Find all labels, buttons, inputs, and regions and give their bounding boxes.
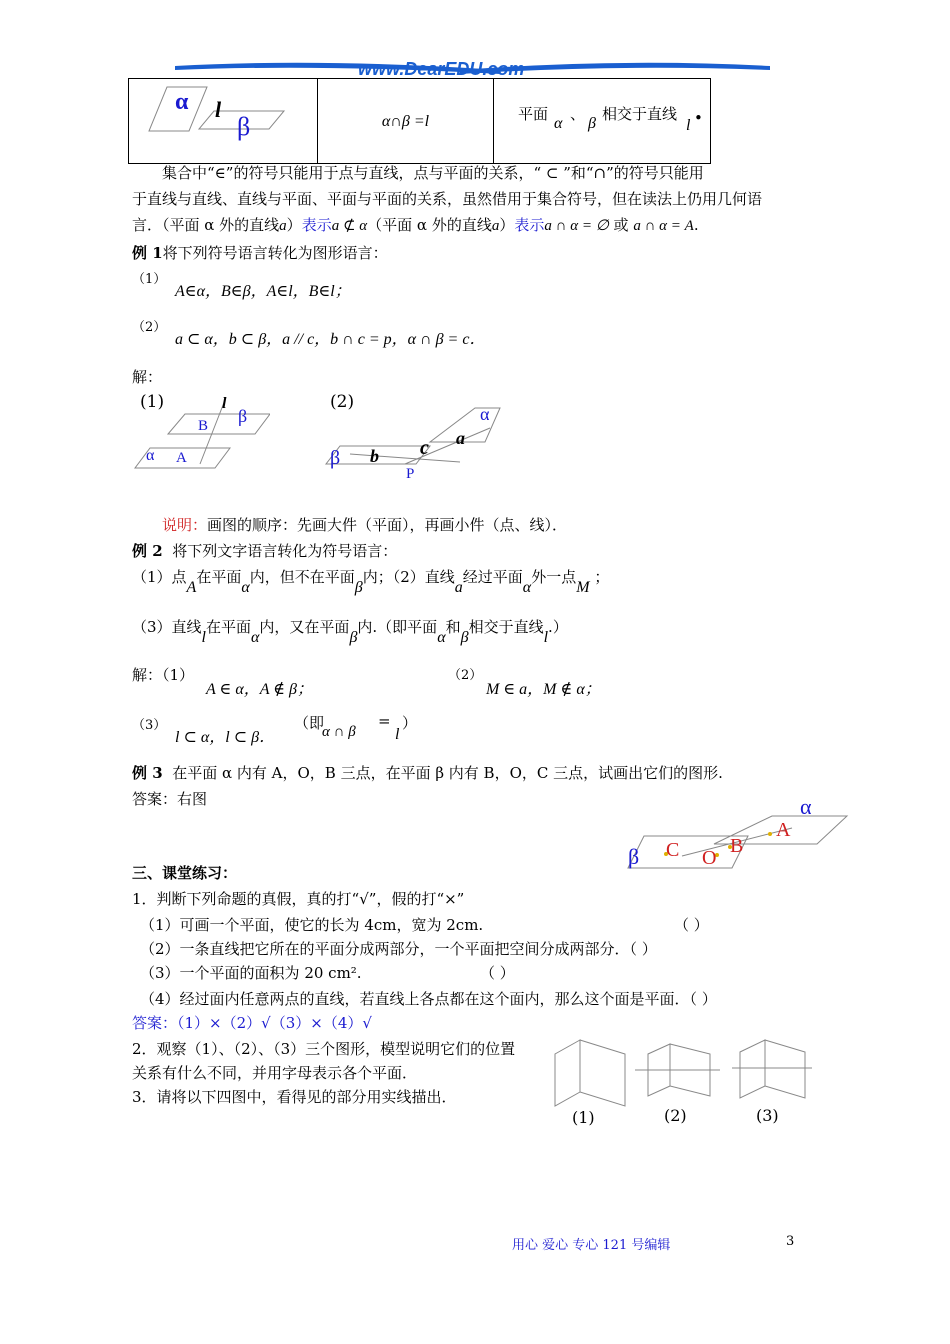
svg-text:C: C [666, 839, 680, 861]
fig-l-label: l [215, 97, 222, 122]
practice-q1-4: （4）经过面内任意两点的直线，若直线上各点都在这个面内，那么这个面是平面．（ ） [140, 990, 717, 1008]
footer-text: 用心 爱心 专心 121 号编辑 [512, 1238, 671, 1253]
desc-text-intersect: 相交于直线 [602, 105, 678, 123]
svg-text:β: β [330, 447, 341, 469]
svg-text:A: A [776, 819, 791, 841]
desc-alpha: α [554, 115, 563, 132]
desc-l: l [686, 117, 691, 134]
intersecting-planes-figure [129, 79, 315, 159]
svg-text:c: c [420, 437, 429, 459]
ex2-sol2-expr: M ∈ a，M ∉ α； [486, 681, 601, 698]
svg-text:α: α [146, 447, 155, 464]
svg-text:l: l [222, 395, 227, 412]
practice-q3: 3．请将以下四图中，看得见的部分用实线描出． [132, 1088, 457, 1106]
intersection-notation: α∩β =l [381, 112, 430, 130]
ex2-line-1: （1）点A在平面α内，但不在平面β内；（2）直线a经过平面α外一点M ； [132, 568, 610, 596]
ex1-part1-num: （1） [132, 272, 167, 287]
notation-table [128, 78, 711, 164]
table-figure-cell [129, 79, 318, 164]
desc-beta: β [588, 115, 596, 132]
practice-q2-line2: 关系有什么不同，并用字母表示各个平面． [132, 1064, 418, 1082]
ex2-sol2-num: （2） [448, 668, 483, 683]
svg-text:O: O [702, 847, 717, 869]
ex1-part2-num: （2） [132, 320, 167, 335]
ex2-sol3-expr: l ⊂ α，l ⊂ β． [175, 729, 276, 746]
ex2-sol3-paren-expr: α ∩ β [322, 724, 356, 740]
ex1-part2-expr: a ⊂ α，b ⊂ β，a // c，b ∩ c = p，α ∩ β = c． [175, 331, 486, 348]
ex2-sol3-num: （3） [132, 718, 167, 733]
ex2-sol1-expr: A ∈ α，A ∉ β； [206, 681, 314, 698]
svg-text:B: B [198, 418, 209, 434]
ex2-solution-label: 解：（1） [132, 666, 195, 684]
ex1-fig2-number: (2) [330, 392, 355, 412]
practice-answer: 答案：（1）×（2）√（3）×（4）√ [132, 1014, 372, 1032]
ex2-sol3-paren-close: ） [402, 714, 418, 732]
practice-q1-1: （1）可画一个平面，使它的长为 4cm，宽为 2cm. [140, 916, 484, 934]
desc-dot: • [694, 109, 703, 127]
ex2-sol3-eq: = [378, 712, 391, 730]
practice-q1: 1．判断下列命题的真假，真的打“√”，假的打“×” [132, 890, 465, 908]
ex1-fig1-number: (1) [140, 392, 165, 412]
intro-line-2: 于直线与直线、直线与平面、平面与平面的关系，虽然借用于集合符号，但在读法上仍用几何语 [132, 190, 763, 208]
svg-text:a: a [456, 428, 465, 448]
practice-q1-3: （3）一个平面的面积为 20 cm². [140, 964, 362, 982]
fig-alpha-label: α [175, 89, 189, 115]
example-1-title: 例 1将下列符号语言转化为图形语言： [132, 244, 388, 262]
ex1-solution-label: 解： [132, 368, 163, 386]
practice-q1-3-blank[interactable]: （ ） [480, 964, 515, 982]
fig-beta-label: β [237, 112, 251, 141]
ex1-figure-1 [130, 392, 270, 482]
svg-text:A: A [176, 450, 187, 466]
svg-text:α: α [480, 404, 490, 424]
svg-text:P: P [406, 466, 415, 482]
practice-fig-label-3: (3) [756, 1106, 779, 1125]
ex3-answer: 答案：右图 [132, 790, 208, 808]
table-desc-cell [494, 79, 711, 164]
desc-sep: 、 [570, 105, 586, 123]
page-number: 3 [786, 1234, 795, 1249]
example-2-title: 例 2 将下列文字语言转化为符号语言： [132, 542, 398, 560]
example-3-title: 例 3 在平面 α 内有 A，O，B 三点，在平面 β 内有 B，O，C 三点，试画出它们的图形. [132, 764, 723, 782]
header-site-link[interactable]: www.DearEDU.com [358, 59, 525, 79]
intro-line-1: 集合中“∈”的符号只能用于点与直线，点与平面的关系，“ ⊂ ”和“∩”的符号只能用 [162, 164, 704, 182]
svg-text:α: α [800, 794, 812, 819]
ex1-note: 说明：画图的顺序：先画大件（平面），再画小件（点、线）． [162, 516, 568, 534]
svg-text:b: b [370, 446, 379, 466]
ex2-line-2: （3）直线l在平面α内，又在平面β内.（即平面α和β相交于直线l.） [132, 618, 568, 646]
svg-text:β: β [238, 406, 248, 426]
ex2-sol3-paren-open: （即 [294, 714, 325, 732]
ex3-figure [622, 792, 852, 872]
ex2-sol3-l: l [395, 726, 400, 743]
intro-line-3: 言．（平面 α 外的直线a）表示a ⊄ α（平面 α 外的直线a）表示a ∩ α = ∅ 或 a ∩ α = A. [132, 216, 699, 234]
practice-fig-label-1: (1) [572, 1108, 595, 1127]
ex1-part1-expr: A∈α，B∈β，A∈l，B∈l； [175, 283, 351, 300]
practice-q2-line1: 2．观察（1）、（2）、（3）三个图形，模型说明它们的位置 [132, 1040, 516, 1058]
table-notation-cell [318, 79, 494, 164]
practice-heading: 三、课堂练习： [132, 864, 238, 882]
ex1-figure-2 [320, 402, 520, 482]
desc-text-plane: 平面 [518, 105, 549, 123]
practice-fig-label-2: (2) [664, 1106, 687, 1125]
svg-text:B: B [730, 835, 744, 857]
svg-text:β: β [628, 844, 640, 869]
practice-q1-1-blank[interactable]: （ ） [674, 916, 709, 934]
practice-q1-2: （2）一条直线把它所在的平面分成两部分，一个平面把空间分成两部分．（ ） [140, 940, 657, 958]
